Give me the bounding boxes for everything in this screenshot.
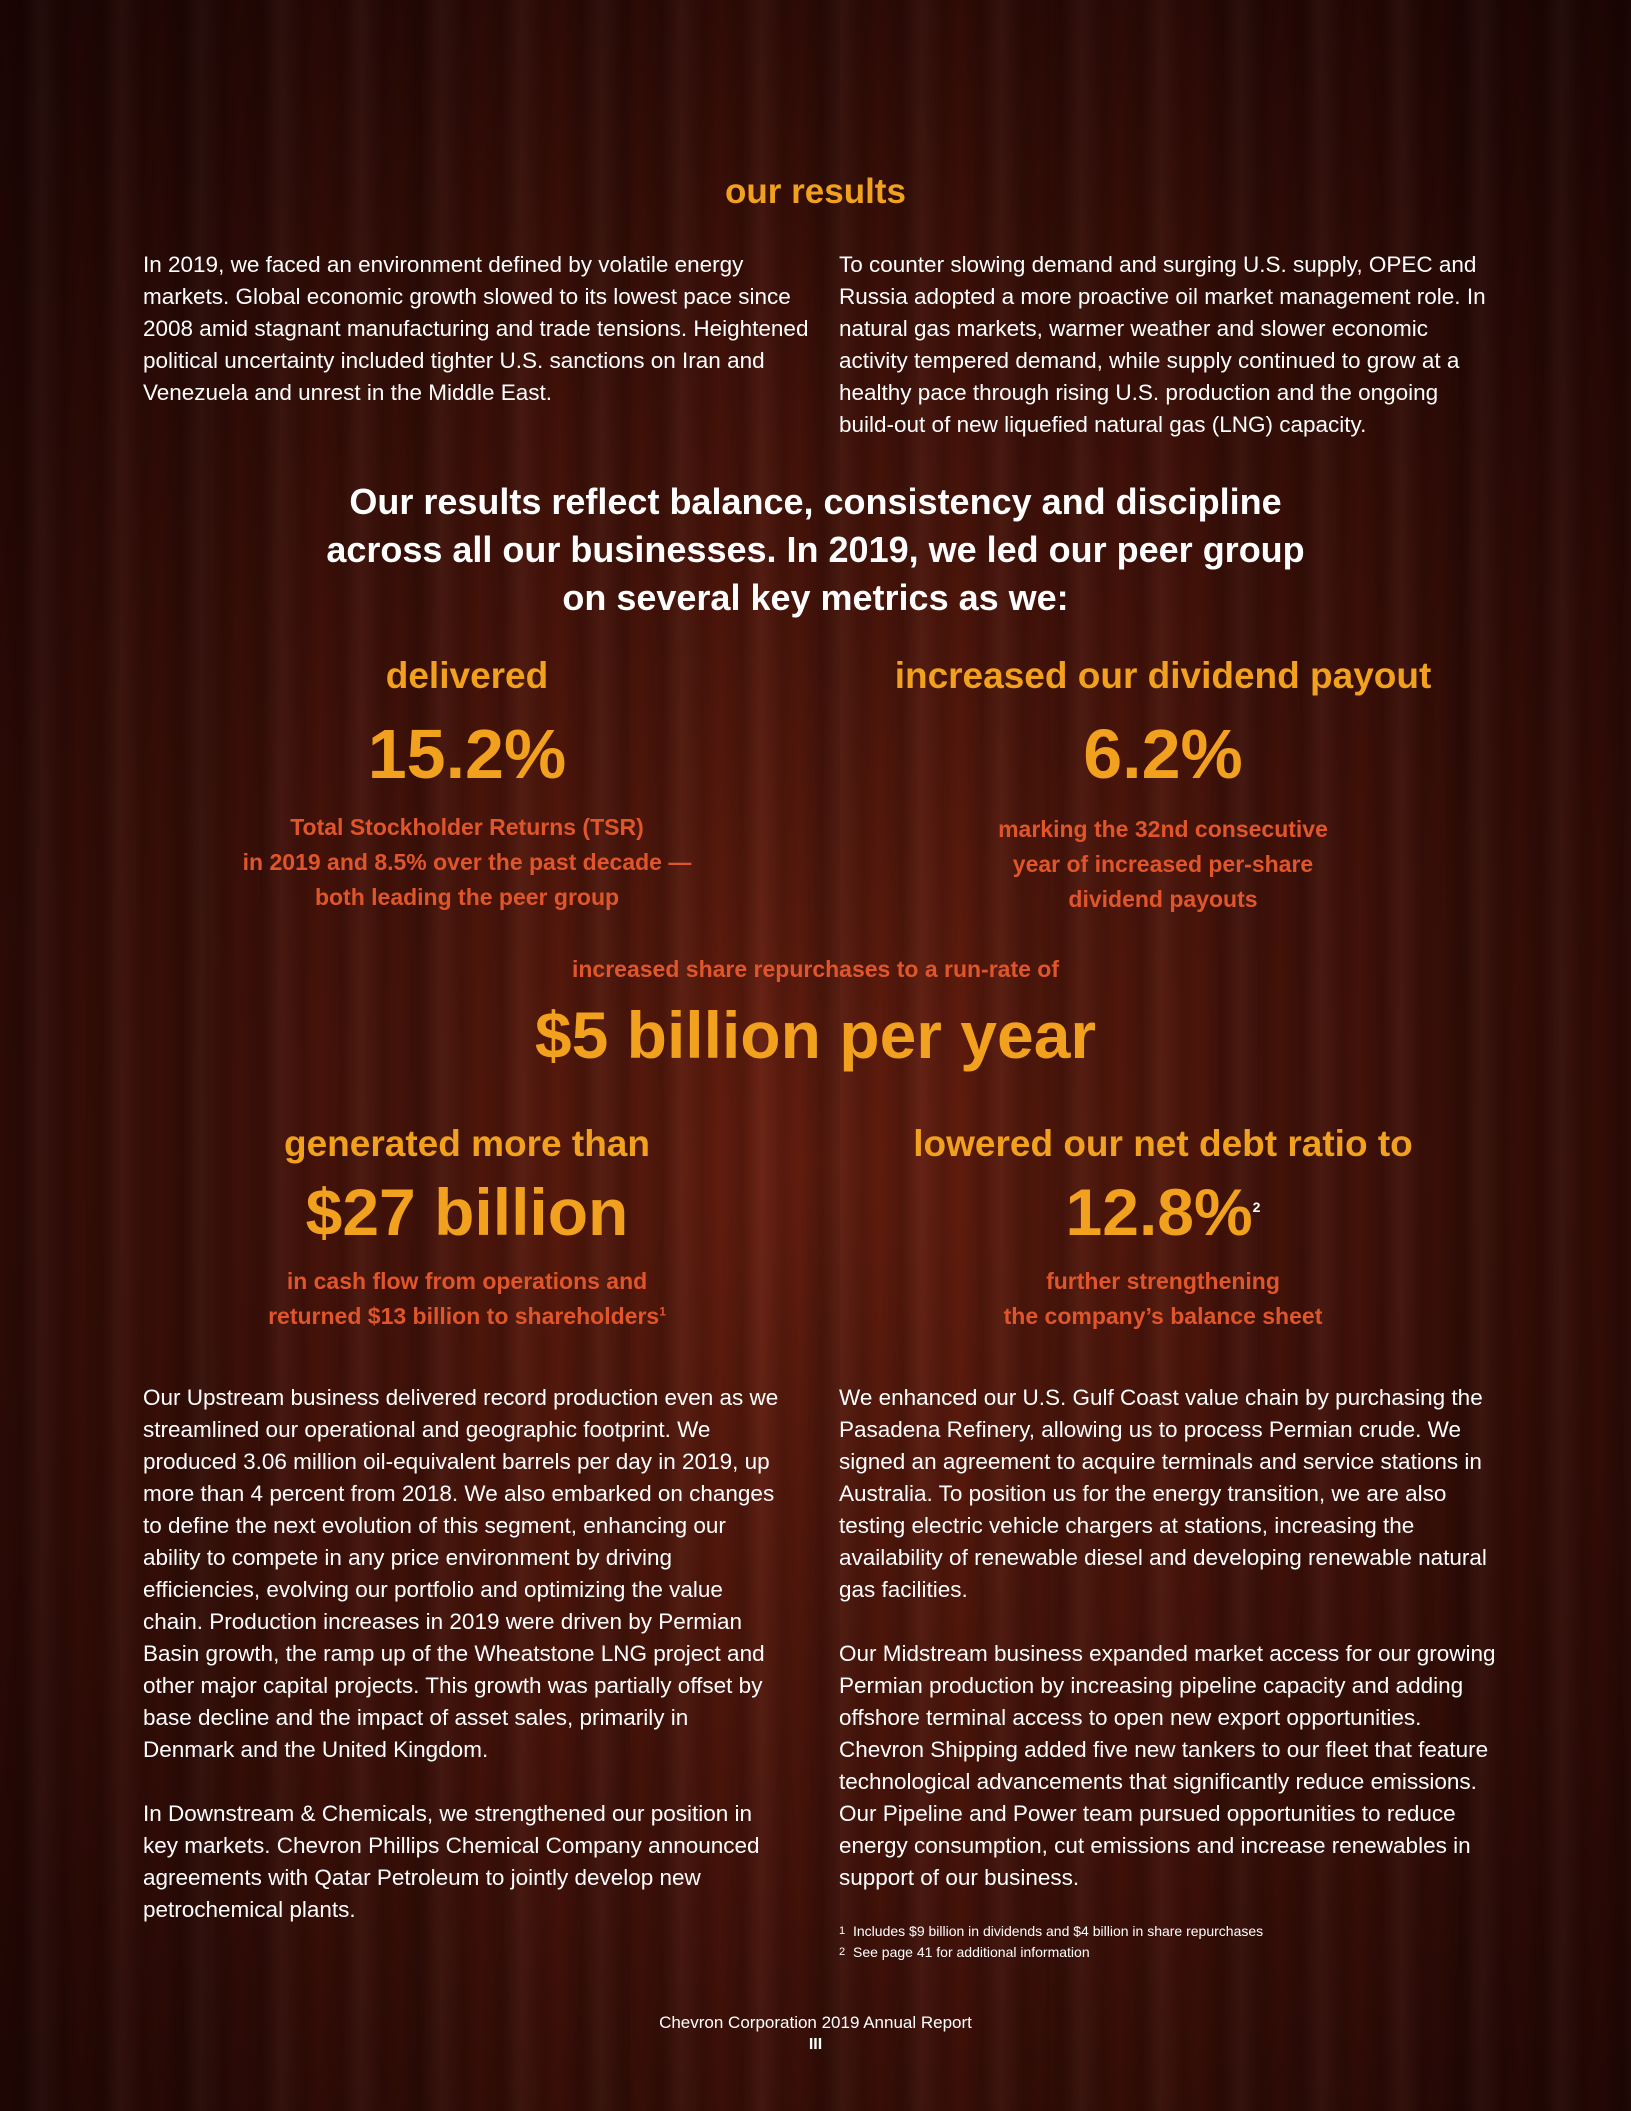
headline (0, 478, 1631, 622)
metric-debt-value: 12.8% (1065, 1175, 1253, 1249)
metric-cashflow-desc-line-2 (167, 1299, 767, 1334)
metric-tsr (167, 654, 767, 915)
metric-tsr-desc-line-1: Total Stockholder Returns (TSR) (290, 814, 644, 840)
footnote-2-number: 2 (839, 1946, 846, 1958)
body-right-paragraph-1: We enhanced our U.S. Gulf Coast value chain by purchasing the Pasadena Refinery, allowing us to process Permian crude. We signed an agreement to acquire terminals and service stations in Australia. To position us for the energy transition, we are also testing electric vehicle chargers at stations, increasing the availability of renewable diesel and developing renewable natural gas facilities. (839, 1385, 1487, 1602)
metric-tsr-value: 15.2% (367, 715, 567, 793)
headline-line-1: Our results reflect balance, consistency and discipline (349, 481, 1282, 522)
metric-debt-desc-line-2: the company’s balance sheet (1003, 1303, 1323, 1329)
body-column-right (839, 1382, 1499, 1894)
metric-repurchase (0, 952, 1631, 1075)
footer-page-number: III (808, 2036, 823, 2053)
footnotes (839, 1921, 1499, 1963)
metric-dividend-desc-line-2: year of increased per-share (1012, 851, 1314, 877)
headline-line-3: on several key metrics as we: (562, 577, 1069, 618)
footer-report-name: Chevron Corporation 2019 Annual Report (659, 2013, 972, 2032)
metric-debt-label: lowered our net debt ratio to (913, 1123, 1413, 1164)
metric-dividend-description (863, 812, 1463, 917)
metric-debt-description (863, 1264, 1463, 1334)
metric-tsr-label: delivered (385, 655, 549, 696)
metric-dividend-desc-line-3: dividend payouts (1068, 886, 1258, 912)
footnote-ref-2: 2 (1252, 1199, 1261, 1215)
body-right-paragraph-2: Our Midstream business expanded market access for our growing Permian production by increasing pipeline capacity and adding offshore terminal access to open new export opportunities. Chevron Shipping added five new tankers to our fleet that feature technological advancements that significantly reduce emissions. Our Pipeline and Power team pursued opportunities to reduce energy consumption, cut emissions and increase renewables in support of our business. (839, 1641, 1496, 1890)
metric-debt-desc-line-1: further strengthening (1046, 1268, 1280, 1294)
footnote-1-text: Includes $9 billion in dividends and $4 billion in share repurchases (853, 1923, 1264, 1939)
footnote-2-text: See page 41 for additional information (853, 1944, 1090, 1960)
footnote-1 (839, 1921, 1499, 1942)
metric-dividend-label: increased our dividend payout (894, 655, 1432, 696)
metric-cashflow-label: generated more than (284, 1123, 650, 1164)
metric-dividend-value: 6.2% (1083, 715, 1243, 793)
metric-dividend-desc-line-1: marking the 32nd consecutive (998, 816, 1328, 842)
intro-paragraph-right: To counter slowing demand and surging U.S. supply, OPEC and Russia adopted a more proactive oil market management role. In natural gas markets, warmer weather and slower economic activity tempered demand, while supply continued to grow at a healthy pace through rising U.S. production and the ongoing build-out of new liquefied natural gas (LNG) capacity. (839, 252, 1486, 437)
metric-tsr-desc-line-2: in 2019 and 8.5% over the past decade — (242, 849, 692, 875)
footnote-2 (839, 1942, 1499, 1963)
metric-tsr-desc-line-3: both leading the peer group (314, 884, 620, 910)
metric-cashflow-desc-line-1: in cash flow from operations and (286, 1268, 648, 1294)
metric-cashflow-desc-text: returned $13 billion to shareholders (268, 1303, 660, 1329)
intro-paragraph-left: In 2019, we faced an environment defined by volatile energy markets. Global economic growth slowed to its lowest pace since 2008 amid stagnant manufacturing and trade tensions. Heightened political uncertainty included tighter U.S. sanctions on Iran and Venezuela and unrest in the Middle East. (143, 252, 809, 405)
metric-cashflow-description (167, 1264, 767, 1334)
footnote-ref-1: 1 (659, 1304, 666, 1319)
section-title: our results (725, 172, 906, 211)
metric-repurchase-value: $5 billion per year (534, 998, 1097, 1072)
metric-cashflow (167, 1122, 767, 1334)
body-left-paragraph-1: Our Upstream business delivered record production even as we streamlined our operational and geographic footprint. We produced 3.06 million oil-equivalent barrels per day in 2019, up more than 4 percent from 2018. We also embarked on changes to define the next evolution of this segment, enhancing our ability to compete in any price environment by driving efficiencies, evolving our portfolio and optimizing the value chain. Production increases in 2019 were driven by Permian Basin growth, the ramp up of the Wheatstone LNG project and other major capital projects. This growth was partially offset by base decline and the impact of asset sales, primarily in Denmark and the United Kingdom. (143, 1385, 779, 1762)
metric-debt-value-wrap (863, 1172, 1463, 1252)
metric-tsr-description (167, 810, 767, 915)
metric-repurchase-label: increased share repurchases to a run-rate of (571, 956, 1060, 982)
metric-dividend (863, 654, 1463, 917)
headline-line-2: across all our businesses. In 2019, we led our peer group (326, 529, 1305, 570)
footnote-1-number: 1 (839, 1925, 846, 1937)
metric-cashflow-value: $27 billion (305, 1175, 629, 1249)
metric-debt (863, 1122, 1463, 1334)
page-footer (0, 2012, 1631, 2056)
body-column-left (143, 1382, 783, 1926)
body-left-paragraph-2: In Downstream & Chemicals, we strengthened our position in key markets. Chevron Phillips Chemical Company announced agreements with Qatar Petroleum to jointly develop new petrochemical plants. (143, 1801, 760, 1922)
